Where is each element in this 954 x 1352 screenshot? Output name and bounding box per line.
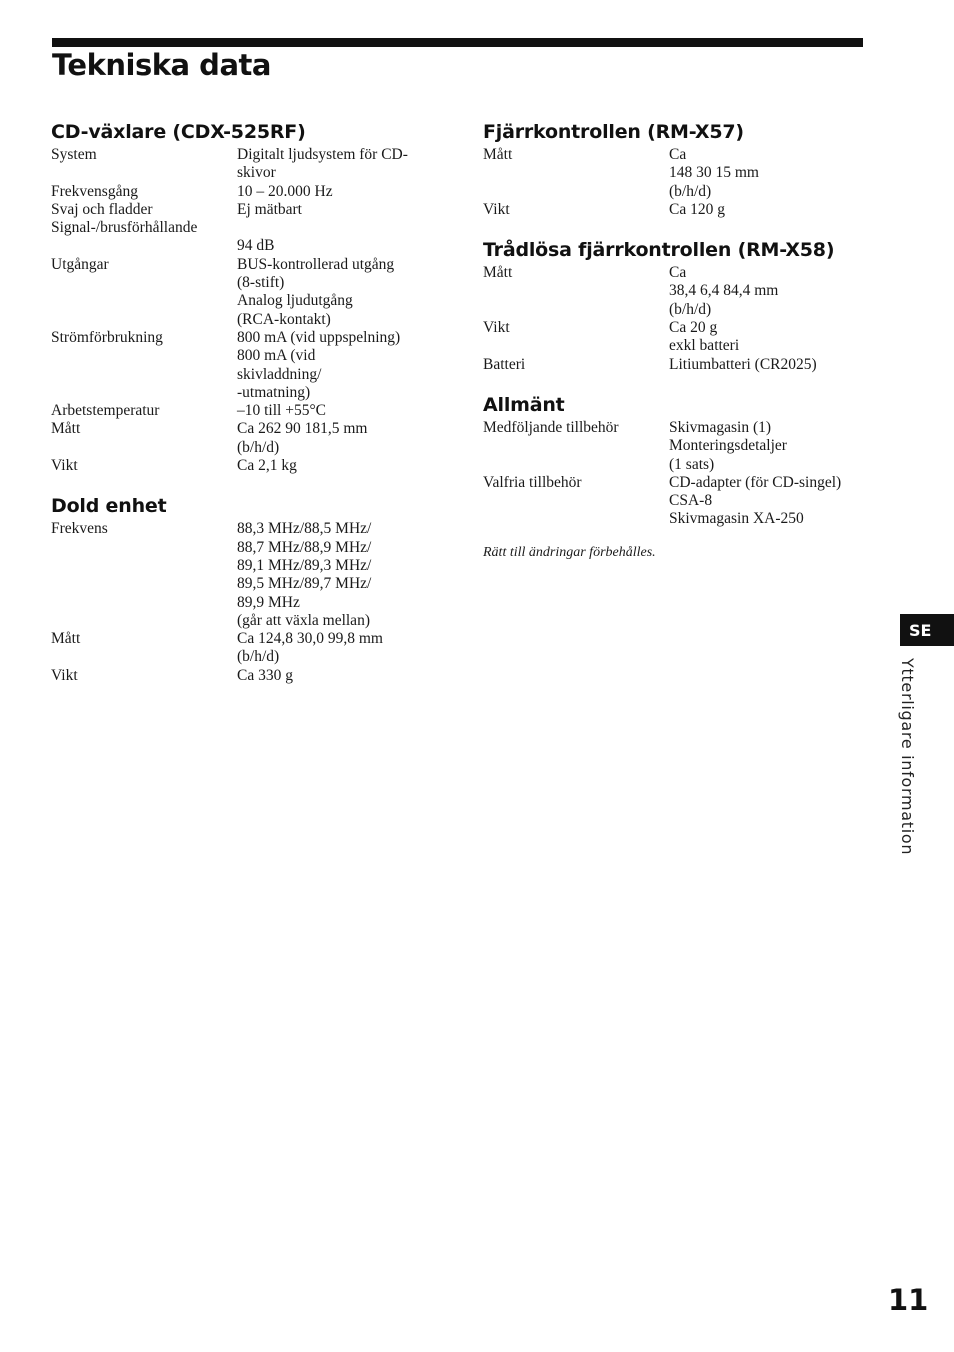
spec-label: Frekvensgång — [51, 182, 138, 200]
spec-value: BUS-kontrollerad utgång (8-stift) Analog ljudutgång (RCA-kontakt) — [237, 255, 395, 328]
spec-value: CD-adapter (för CD-singel) CSA-8 Skivmagasin XA-250 — [669, 473, 842, 528]
right-column — [483, 121, 883, 581]
section-heading: Trådlösa fjärrkontrollen (RM-X58) — [483, 239, 835, 262]
spec-label: Mått — [483, 146, 513, 163]
spec-row — [51, 520, 451, 630]
spec-label: Vikt — [483, 200, 510, 218]
spec-value: 94 dB — [237, 237, 275, 255]
spec-label: Mått — [51, 630, 81, 648]
section-heading: Allmänt — [483, 393, 565, 416]
spec-value: Ca 2,1 kg — [237, 457, 297, 475]
spec-label: System — [51, 146, 97, 163]
section-hidden-unit — [51, 495, 451, 685]
spec-label: Vikt — [51, 457, 78, 475]
section-cd-changer — [51, 121, 451, 475]
spec-row — [51, 667, 451, 685]
spec-row — [483, 474, 883, 529]
spec-value: Ca 120 g — [669, 200, 725, 218]
spec-label: Strömförbrukning — [51, 328, 163, 346]
spec-value: 800 mA (vid uppspelning) 800 mA (vid skivladdning/ -utmatning) — [237, 328, 401, 401]
spec-row — [483, 319, 883, 356]
page-title: Tekniska data — [52, 48, 271, 82]
section-heading: Fjärrkontrollen (RM-X57) — [483, 121, 744, 143]
spec-value: Ej mätbart — [237, 200, 302, 218]
spec-row — [51, 237, 451, 255]
spec-value: Litiumbatteri (CR2025) — [669, 355, 817, 373]
spec-row — [51, 457, 451, 475]
spec-value: 10 – 20.000 Hz — [237, 182, 333, 200]
spec-row — [483, 419, 883, 474]
spec-value: Ca 124,8 30,0 99,8 mm (b/h/d) — [237, 630, 383, 666]
spec-row — [51, 420, 451, 457]
spec-label — [51, 237, 237, 255]
section-heading: Dold enhet — [51, 495, 167, 518]
spec-value: Ca 262 90 181,5 mm (b/h/d) — [237, 420, 368, 456]
section-heading: CD-växlare (CDX-525RF) — [51, 121, 306, 143]
spec-value: Ca 20 g exkl batteri — [669, 319, 740, 355]
spec-label: Mått — [51, 420, 81, 438]
spec-row — [483, 201, 883, 219]
spec-row — [51, 630, 451, 667]
spec-label: Mått — [483, 264, 513, 282]
spec-label: Valfria tillbehör — [483, 473, 582, 491]
left-column — [51, 121, 451, 705]
spec-value — [197, 219, 451, 237]
spec-label: Utgångar — [51, 255, 109, 273]
spec-value: 88,3 MHz/88,5 MHz/ 88,7 MHz/88,9 MHz/ 89,1 MHz/89,3 MHz/ 89,5 MHz/89,7 MHz/ 89,9 MHz (går att växla mellan) — [237, 520, 372, 629]
section-general — [483, 394, 883, 561]
spec-label: Svaj och fladder — [51, 200, 153, 218]
section-remote-rm-x57 — [483, 121, 883, 219]
spec-label: Batteri — [483, 355, 526, 373]
spec-value: Ca 38,4 6,4 84,4 mm (b/h/d) — [669, 264, 779, 318]
spec-value: Skivmagasin (1) Monteringsdetaljer (1 sats) — [669, 418, 787, 473]
spec-row — [51, 329, 451, 402]
side-section-label: Ytterligare information — [898, 658, 917, 856]
spec-value: Ca 330 g — [237, 666, 293, 684]
spec-label: Arbetstemperatur — [51, 402, 160, 420]
section-remote-rm-x58 — [483, 239, 883, 374]
spec-row — [51, 256, 451, 329]
spec-label: Medföljande tillbehör — [483, 418, 619, 436]
spec-row — [51, 402, 451, 420]
spec-row — [483, 356, 883, 374]
spec-value: Ca 148 30 15 mm (b/h/d) — [669, 146, 759, 200]
spec-label: Vikt — [51, 666, 78, 684]
spec-row — [51, 201, 451, 219]
spec-row — [51, 146, 451, 183]
page-number: 11 — [888, 1283, 929, 1317]
footnote: Rätt till ändringar förbehålles. — [483, 544, 656, 560]
spec-value: –10 till +55°C — [237, 402, 327, 420]
spec-label: Signal-/brusförhållande — [51, 219, 198, 237]
spec-label: Vikt — [483, 319, 510, 337]
spec-row — [483, 264, 883, 319]
spec-value: Digitalt ljudsystem för CD- skivor — [237, 146, 408, 182]
spec-row — [483, 146, 883, 201]
spec-row — [51, 219, 451, 237]
language-tab: SE — [900, 614, 954, 646]
spec-label: Frekvens — [51, 520, 108, 538]
top-rule — [52, 38, 863, 47]
spec-row — [51, 183, 451, 201]
